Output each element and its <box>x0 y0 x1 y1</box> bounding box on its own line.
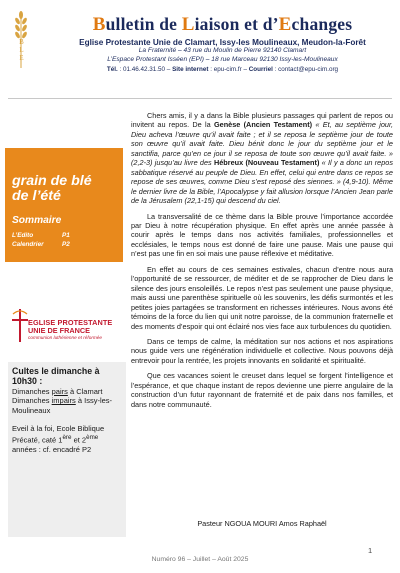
epudf-text <box>28 319 123 341</box>
web-value[interactable]: : epu-cim.fr – <box>208 66 249 73</box>
toc-item-calendrier[interactable] <box>12 240 112 249</box>
precate-part: Précaté, caté 1 <box>12 435 63 445</box>
paragraph-4: Dans ce temps de calme, la méditation sur nos actions et nos aspirations nous guide vers une régénération individuelle et collective. Nous pouvons déjà entrevoir pour la rentrée, les projets innovants en solidarité et spiritualité. <box>131 336 393 365</box>
p1-text: Chers amis, il y a dans la Bible plusieurs passages qui parlent de repos ou invitent au repos. De la <box>131 111 393 130</box>
genesis-ref: Genèse (Ancien Testament) <box>213 120 313 130</box>
title-cap-b: B <box>92 14 106 35</box>
contact-line <box>50 66 395 73</box>
paragraph-1 <box>131 111 393 206</box>
logo-letters <box>10 38 34 62</box>
toc-item-edito[interactable] <box>12 231 112 240</box>
paragraph-2: La transversalité de ce thème dans la Bible prouve l’importance accordée par Dieu à notre récupération physique. En effet après une année passée à courir après le temps dans nos activités familiales, professionnelles et ecclésiales, le temps nous est donné de faire une pause. Mais une pause qui n’est pas une fin en soi mais une pause réflexive et méditative. <box>131 211 393 259</box>
bulletin-title <box>50 14 395 36</box>
address-issy: L’Espace Protestant Isséen (EPI) – 18 rue Marceau 92130 Issy-les-Moulineaux <box>107 55 338 63</box>
sommaire-heading: Sommaire <box>12 215 62 226</box>
epudf-line-3: communion luthérienne et réformée <box>28 335 102 340</box>
title-cap-l: L <box>181 14 195 35</box>
cultes-issy <box>12 396 120 415</box>
cultes-impairs: impairs <box>51 396 76 406</box>
hebrews-quote: « Il y a donc un repos sabbatique réservé au peuple de Dieu. En effet, celui qui entre dans ce repos se repose de ses œuvres, comme Dieu s’est reposé des siennes. » (4,9-10). Même le dernier livre de la Bible, l’Apocalypse y fait allusion lorsque l’Ancien Jean parle de la Jérusalem (22,1-15) qui descend du ciel. <box>131 158 393 206</box>
genesis-quote: « Et, au septième jour, Dieu acheva l’œuvre qu’il avait faite ; et il se reposa le septième jour de toute son œuvre qu’il avait faite. Dieu bénit donc le jour du septième jour et le sanctifia, parce qu’en ce jour il se reposa de toute son œuvre qu’il avait faite. » (2,2-3) jusqu’au livre des <box>131 120 393 168</box>
hebrews-ref: Hébreux (Nouveau Testament) <box>213 158 320 168</box>
precate-sup: ère <box>62 434 72 442</box>
toc-label: L’Edito <box>12 232 34 239</box>
tel-value: : 01.46.42.31.50 – <box>117 66 173 73</box>
precate-sup: ème <box>86 434 99 442</box>
title-part-3: changes <box>291 14 353 34</box>
editorial-article <box>131 111 393 415</box>
tel-label: Tél. <box>106 66 118 73</box>
mail-value[interactable]: : contact@epu-cim.org <box>272 66 339 73</box>
web-label: Site internet <box>172 66 209 73</box>
precate-part: années : cf. encadré P2 <box>12 445 92 455</box>
logo-letter-b: B <box>19 38 25 46</box>
paragraph-3: En effet au cours de ces semaines estivales, chacun d’entre nous aura l’opportunité de se ressourcer, de méditer et de se rapprocher de Dieu dans le silence des jours ensoleillés. Le repos n’est pas seulement une pause physique, mais aussi une parenthèse spirituelle où les souvenirs, les défis surmontés et les petites joies partagées se transforment en richesses intérieures. Nous avons été témoins de la force du lien qui unit notre paroisse, de la communion fraternelle et des moments d’espoir qui ont éclairé nos vies face aux turbulences du quotidien. <box>131 264 393 331</box>
title-part-2: iaison et d’ <box>194 14 279 34</box>
logo-letter-e: E <box>19 54 25 62</box>
signature: Pasteur NGOUA MOURI Amos Raphaël <box>197 519 327 528</box>
logo-letter-l: L <box>19 46 25 54</box>
cultes-pairs: pairs <box>51 386 68 396</box>
address-clamart: La Fraternité – 43 rue du Moulin de Pierre 92140 Clamart <box>138 47 307 54</box>
title-part-1: ulletin de <box>105 14 182 34</box>
grain-line-2: de l’été <box>12 188 61 204</box>
toc-label: Calendrier <box>12 241 44 248</box>
toc-page: P1 <box>62 232 70 239</box>
cultes-title: Cultes le dimanche à 10h30 : <box>12 366 100 387</box>
title-cap-e: E <box>278 14 292 35</box>
precate-part: et 2 <box>71 435 87 445</box>
church-name: Eglise Protestante Unie de Clamart, Issy-les Moulineaux, Meudon-la-Forêt <box>79 38 366 47</box>
grain-line-1: grain de blé <box>12 173 92 189</box>
epudf-line-2: UNIE DE FRANCE <box>28 326 91 335</box>
page-number: 1 <box>368 546 373 555</box>
eveil-text: Eveil à la foi, Ecole Biblique <box>12 423 105 433</box>
footer-issue: Numéro 96 – Juillet – Août 2025 <box>151 556 249 563</box>
cultes-clamart <box>12 387 120 397</box>
epudf-line-1: EGLISE PROTESTANTE <box>28 318 113 327</box>
cultes-text: Dimanches <box>12 396 52 406</box>
cultes-content <box>12 366 120 455</box>
mail-label: Courriel <box>248 66 273 73</box>
bulletin-header <box>50 14 395 73</box>
cultes-text: Dimanches <box>12 386 52 396</box>
cultes-text: à Clamart <box>67 386 103 396</box>
paragraph-5: Que ces vacances soient le creuset dans lequel se forgent l’intelligence et l’espérance, et que chaque instant de repos devienne une pierre angulaire de la construction d’un futur rayonnant de fraternité et de paix dans nos familles, et dans notre communauté. <box>131 371 393 409</box>
precate-text <box>12 433 120 455</box>
table-of-contents <box>12 231 112 249</box>
header-divider <box>8 98 392 99</box>
grain-title <box>12 174 122 204</box>
cultes-text: à Issy-les-Moulineaux <box>12 396 113 415</box>
toc-page: P2 <box>62 241 70 248</box>
